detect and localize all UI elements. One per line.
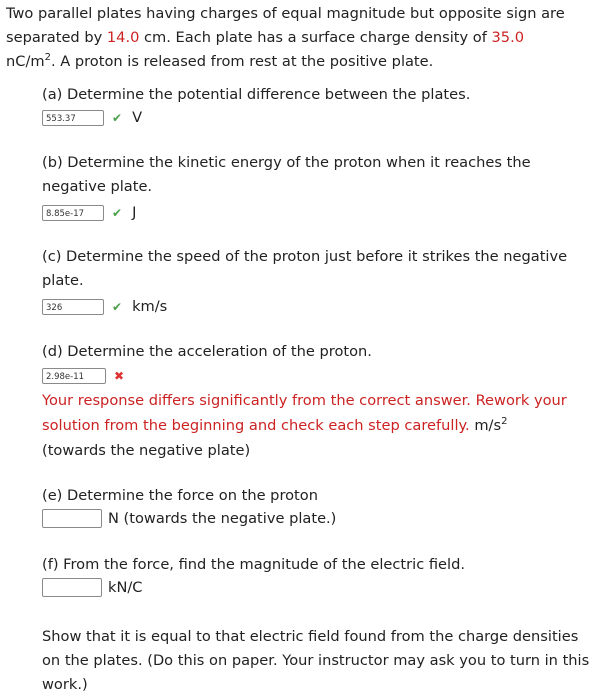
charge-density: 35.0 [491,29,524,46]
question-e: (e) Determine the force on the proton [42,487,318,504]
question-b: (b) Determine the kinetic energy of the proton when it reaches the negative plate. [42,154,531,195]
answer-input-a[interactable]: 553.37 [42,110,104,126]
answer-input-c[interactable]: 326 [42,299,104,315]
intro-text-2: cm. Each plate has a surface charge density of [139,29,492,46]
question-a: (a) Determine the potential difference between the plates. [42,86,471,103]
density-unit-exponent: 2 [44,52,51,64]
answer-row-c [42,298,167,315]
answer-row-f [42,578,142,597]
unit-c: km/s [132,298,168,315]
question-c: (c) Determine the speed of the proton just before it strikes the negative plate. [42,248,568,289]
answer-row-d [42,368,124,384]
correct-check-icon: ✔ [112,205,123,220]
answer-input-b[interactable]: 8.85e-17 [42,205,104,221]
question-d: (d) Determine the acceleration of the proton. [42,343,372,360]
density-unit: nC/m [6,53,45,70]
question-f: (f) From the force, find the magnitude of the electric field. [42,556,465,573]
feedback-message: Your response differs significantly from the correct answer. Rework your solution from the beginning and check each step carefully. [42,392,567,434]
answer-row-b [42,204,136,221]
answer-input-f[interactable] [42,578,102,597]
answer-row-e [42,509,336,528]
feedback-d [42,388,598,463]
plate-distance: 14.0 [106,29,140,46]
unit-b: J [132,204,137,221]
answer-input-d[interactable]: 2.98e-11 [42,368,106,384]
intro-text-4: . A proton is released from rest at the positive plate. [50,53,434,70]
incorrect-cross-icon: ✖ [114,369,125,383]
problem-intro [6,2,598,74]
unit-e: N (towards the negative plate.) [108,510,337,527]
answer-row-a [42,109,142,126]
unit-d-exponent: 2 [501,416,508,428]
correct-check-icon: ✔ [112,299,123,314]
unit-f: kN/C [108,579,143,596]
unit-d: m/s [474,417,502,434]
intro-text-1: Two parallel plates having charges of equal magnitude but opposite sign are separated by [6,5,565,46]
closing-instructions: Show that it is equal to that electric field found from the charge densities on the plates. (Do this on paper. Your instructor may ask you to turn in this work.) [42,628,590,693]
correct-check-icon: ✔ [112,110,123,125]
unit-a: V [132,109,143,126]
answer-input-e[interactable] [42,509,102,528]
direction-d: (towards the negative plate) [42,442,251,459]
